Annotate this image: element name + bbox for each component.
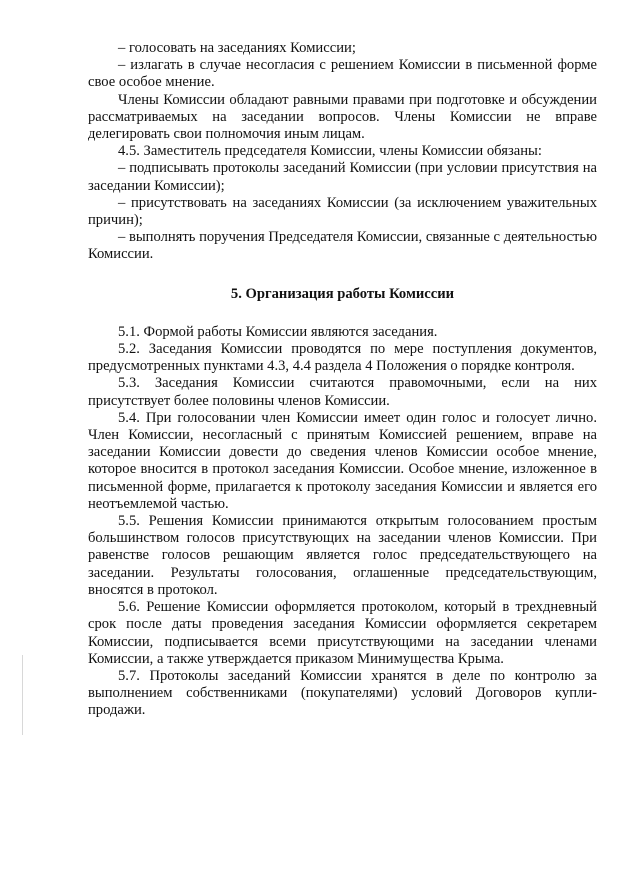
section-5-heading: 5. Организация работы Комиссии bbox=[230, 285, 455, 302]
document-page bbox=[88, 40, 597, 720]
paragraph-5-1: 5.1. Формой работы Комиссии являются заседания. bbox=[118, 323, 438, 340]
paragraph-4-5: 4.5. Заместитель председателя Комиссии, члены Комиссии обязаны: bbox=[118, 143, 542, 160]
list-item-dissent: – излагать в случае несогласия с решением Комиссии в письменной форме свое особое мнение. bbox=[88, 57, 597, 91]
paragraph-5-4: 5.4. При голосовании член Комиссии имеет один голос и голосует лично. Член Комиссии, несогласный с принятым Комиссией решением, вправе на заседании Комиссии довести до сведения членов Комиссии особое мнение, которое вносится в протокол заседания Комиссии. Особое мнение, изложенное в письменной форме, прилагается к протоколу заседания Комиссии и является его неотъемлемой частью. bbox=[88, 409, 597, 512]
paragraph-5-7: 5.7. Протоколы заседаний Комиссии хранятся в деле по контролю за выполнением собственниками (покупателями) условий Договоров купли-продажи. bbox=[88, 667, 597, 719]
list-item-vote: – голосовать на заседаниях Комиссии; bbox=[118, 40, 356, 56]
paragraph-5-3: 5.3. Заседания Комиссии считаются правомочными, если на них присутствует более половины членов Комиссии. bbox=[88, 375, 597, 409]
list-item-sign-protocols: – подписывать протоколы заседаний Комиссии (при условии присутствия на заседании Комиссии); bbox=[88, 160, 597, 194]
paragraph-members-rights: Члены Комиссии обладают равными правами при подготовке и обсуждении рассматриваемых на заседании вопросов. Члены Комиссии не вправе делегировать свои полномочия иным лицам. bbox=[88, 91, 597, 143]
list-item-attend: – присутствовать на заседаниях Комиссии (за исключением уважительных причин); bbox=[88, 194, 597, 229]
paragraph-5-6: 5.6. Решение Комиссии оформляется протоколом, который в трехдневный срок после даты проведения заседания Комиссии оформляется секретарем Комиссии, подписывается всеми присутствующими на заседании членами Комиссии, а также утверждается приказом Минимущества Крыма. bbox=[88, 599, 597, 667]
paragraph-5-5: 5.5. Решения Комиссии принимаются открытым голосованием простым большинством голосов присутствующих на заседании членов Комиссии. При равенстве голосов решающим является голос председательствующего на заседании. Результаты голосования, оглашенные председательствующим, вносятся в протокол. bbox=[88, 513, 597, 598]
paragraph-5-2: 5.2. Заседания Комиссии проводятся по мере поступления документов, предусмотренных пунктами 4.3, 4.4 раздела 4 Положения о порядке контроля. bbox=[88, 341, 597, 375]
list-item-execute-orders: – выполнять поручения Председателя Комиссии, связанные с деятельностью Комиссии. bbox=[88, 229, 597, 263]
scan-margin-line bbox=[22, 655, 23, 735]
